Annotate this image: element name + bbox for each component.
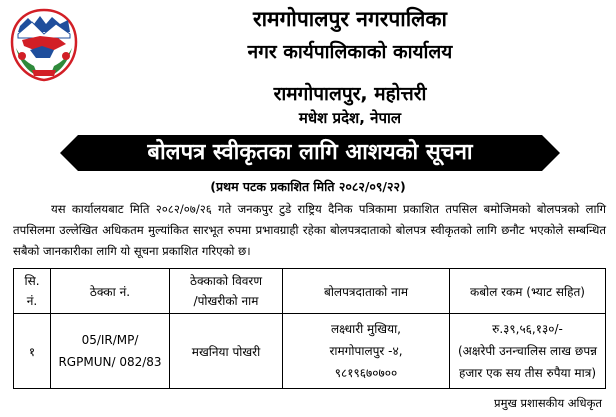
notice-body-rest: बोलपत्रको लागि तपसिलमा उल्लेखित अधिकतम मुल्यांकित सारभूत रुपमा प्रभावग्राही रहेका बोलपत्रदाताको बोलपत्र स्वीकृतको लागि छनौट भएकोले सम्बन्धित सबैको जानकारीका लागि यो सूचना प्रकाशित गरिएको छ।: [13, 202, 606, 258]
header-description: ठेक्काको विवरण /पोखरीको नाम: [170, 269, 283, 314]
office-name: नगर कार्यपालिकाको कार्यालय: [247, 41, 453, 63]
signatory-title: प्रमुख प्रशासकीय अधिकृत: [494, 396, 602, 410]
cell-sn: १: [14, 314, 51, 389]
header-sn: सि. नं.: [14, 269, 51, 314]
header-amount: कबोल रकम (भ्याट सहित): [450, 269, 606, 314]
province-name: मधेश प्रदेश, नेपाल: [298, 109, 402, 127]
table-row: [14, 314, 606, 389]
header-bidder: बोलपत्रदाताको नाम: [283, 269, 450, 314]
header-contract-no: ठेक्का नं.: [51, 269, 170, 314]
cell-bidder: लक्ष्धारी मुखिया, रामगोपालपुर -४, ९८१९६७०७००: [283, 314, 450, 389]
published-date: (प्रथम पटक प्रकाशित मिति २०८२/०९/२२): [210, 179, 406, 194]
notice-title: बोलपत्र स्वीकृतका लागि आशयको सूचना: [147, 140, 473, 165]
municipality-name: रामगोपालपुर नगरपालिका: [253, 7, 447, 31]
tender-table: [13, 268, 606, 389]
table-header-row: [14, 269, 606, 314]
cell-contract-no: 05/IR/MP/ RGPMUN/ 082/83: [51, 314, 170, 389]
notice-body-line1: यस कार्यालयबाट मिति २०८२/०७/२६ गते जनकपुर टुडे राष्ट्रिय दैनिक पत्रिकामा प्रकाशित तपसिल बमोजिमको: [51, 202, 531, 216]
nepal-emblem-icon: [4, 4, 84, 84]
notice-body: [13, 199, 606, 262]
office-address: रामगोपालपुर, महोत्तरी: [273, 83, 427, 105]
cell-amount: रु.३९,५६,१३०/- (अक्षरेपी उनन्चालिस लाख छपन्न हजार एक सय तीस रुपैया मात्र): [450, 314, 606, 389]
notice-title-banner: [60, 135, 560, 171]
cell-description: मखनिया पोखरी: [170, 314, 283, 389]
